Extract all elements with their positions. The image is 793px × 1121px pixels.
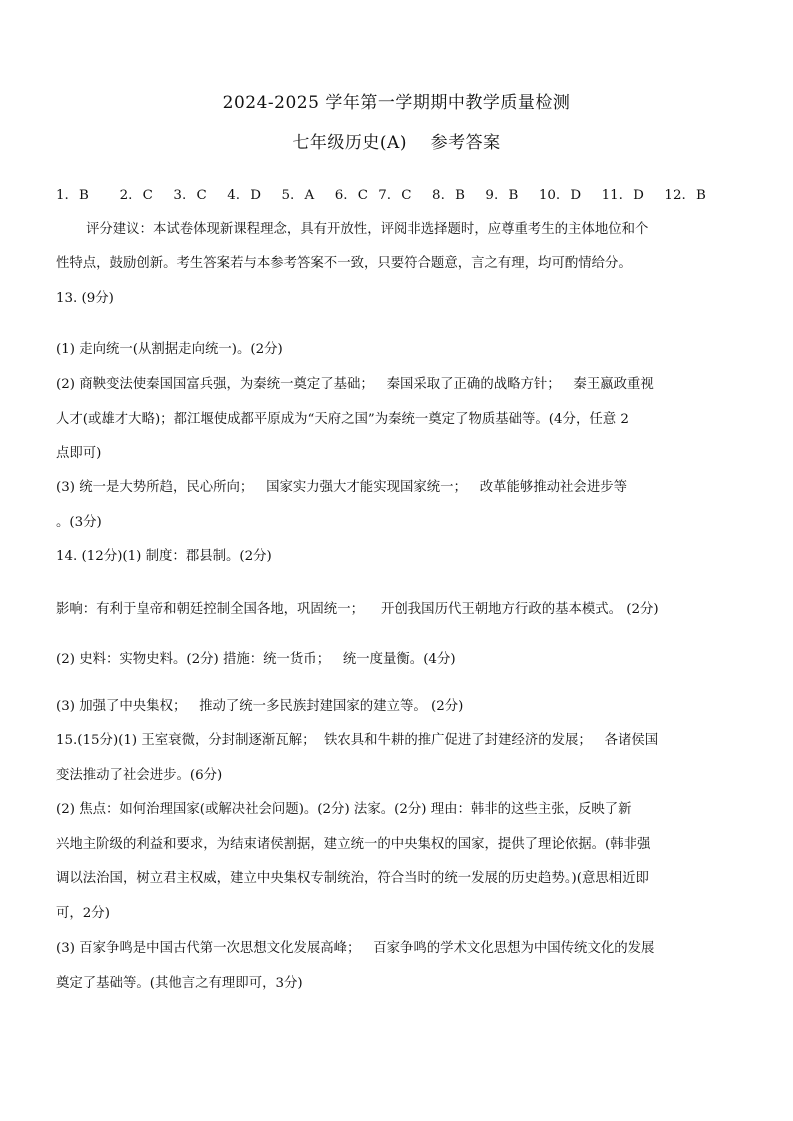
question-15-part-1: 变法推动了社会进步。(6分) [56,768,223,783]
document-title: 2024-2025 学年第一学期期中教学质量检测 [222,93,571,113]
multiple-choice-answers: 1. B 2. C 3. C 4. D 5. A 6. C 7. C 8. B 9. B 10. D 11. D 12. B [56,188,706,203]
document-subtitle: 七年级历史(A) 参考答案 [292,133,501,153]
question-15-part-3: 奠定了基础等。(其他言之有理即可，3分) [56,976,303,991]
question-15-part-3: (3) 百家争鸣是中国古代第一次思想文化发展高峰； 百家争鸣的学术文化思想为中国传统文化的发展 [56,941,655,956]
question-13-part-3: (3) 统一是大势所趋，民心所向； 国家实力强大才能实现国家统一； 改革能够推动社会进步等 [56,480,627,495]
question-14-heading: 14. (12分)(1) 制度：郡县制。(2分) [56,549,272,564]
grading-advice-line: 评分建议：本试卷体现新课程理念，具有开放性，评阅非选择题时，应尊重考生的主体地位和个 [86,222,649,237]
question-14-part-3: (3) 加强了中央集权； 推动了统一多民族封建国家的建立等。 (2分) [56,699,464,714]
question-13-part-3: 。(3分) [56,515,102,530]
question-13-part-1: (1) 走向统一(从割据走向统一)。(2分) [56,342,283,357]
question-15-part-2: 兴地主阶级的利益和要求，为结束诸侯割据，建立统一的中央集权的国家，提供了理论依据。(韩非强 [56,837,651,852]
question-15-part-1: 15.(15分)(1) 王室衰微，分封制逐渐瓦解； 铁农具和牛耕的推广促进了封建经济的发展； 各诸侯国 [56,733,659,748]
question-15-part-2: 调以法治国，树立君主权威，建立中央集权专制统治，符合当时的统一发展的历史趋势。)(意思相近即 [56,871,649,886]
question-14-part-2: (2) 史料：实物史料。(2分) 措施：统一货币； 统一度量衡。(4分) [56,652,456,667]
question-13-part-2: (2) 商鞅变法使秦国国富兵强，为秦统一奠定了基础； 秦国采取了正确的战略方针； 秦王嬴政重视 [56,377,654,392]
question-13-part-2: 人才(或雄才大略)；都江堰使成都平原成为“天府之国”为秦统一奠定了物质基础等。(4分，任意 2 [56,412,629,427]
question-15-part-2: (2) 焦点：如何治理国家(或解决社会问题)。(2分) 法家。(2分) 理由：韩非的这些主张，反映了新 [56,802,632,817]
question-14-part-1-impact: 影响：有利于皇帝和朝廷控制全国各地，巩固统一； 开创我国历代王朝地方行政的基本模式。 (2分) [56,602,659,617]
question-13-part-2: 点即可) [56,446,102,461]
question-15-part-2: 可，2分) [56,906,110,921]
question-13-heading: 13. (9分) [56,291,114,306]
grading-advice-line: 性特点，鼓励创新。考生答案若与本参考答案不一致，只要符合题意，言之有理，均可酌情给分。 [56,256,632,271]
